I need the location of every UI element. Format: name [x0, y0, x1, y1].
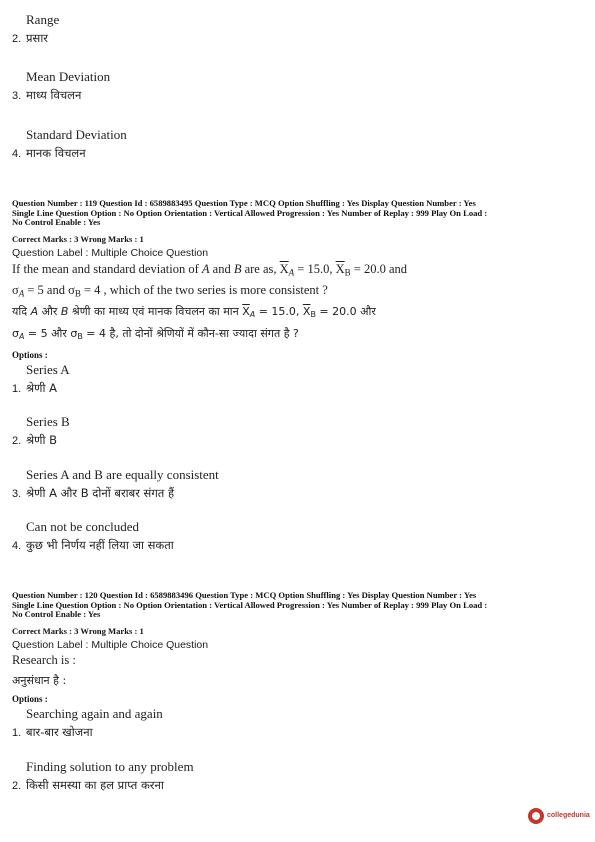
question-120-text-hi: अनुसंधान है : [12, 674, 67, 687]
option-text-hi: कुछ भी निर्णय नहीं लिया जा सकता [26, 538, 174, 552]
question-119-text-en-line2: $\sigma_A = 5$ and $\sigma_B = 4$ , which of the two series is more consistent ? [12, 283, 328, 299]
option-text-hi: श्रेणी B [26, 433, 57, 447]
question-120-text-en: Research is : [12, 653, 76, 667]
prev-option-4 [12, 127, 127, 161]
question-119-text-en-line1: If the mean and standard deviation of A and B are as, $\overline{X}_A = 15.0$, $\overline{X}_B = 20.0$ and [12, 262, 408, 278]
question-120-options-label: Options : [12, 694, 48, 704]
option-text-hi: माध्य विचलन [26, 88, 82, 102]
option-text-hi: बार-बार खोजना [26, 725, 93, 739]
collegedunia-watermark [528, 808, 590, 824]
watermark-text: collegedunia [547, 812, 590, 819]
option-number: 3. [12, 90, 22, 102]
question-119-option-4[interactable] [12, 519, 174, 553]
option-number: 2. [12, 780, 22, 792]
option-number: 3. [12, 488, 22, 500]
meta-line: No Control Enable : Yes [12, 217, 101, 228]
option-number: 4. [12, 148, 22, 160]
option-text-en: Mean Deviation [26, 69, 111, 84]
option-number: 4. [12, 540, 22, 552]
question-119-options-label: Options : [12, 350, 48, 360]
option-text-en: Can not be concluded [26, 519, 139, 534]
question-119-option-1[interactable] [12, 362, 70, 396]
option-text-hi: मानक विचलन [26, 146, 86, 160]
meta-line: Single Line Question Option : No Option Orientation : Vertical Allowed Progression : Yes Number of Replay : 999 Play On Load : [12, 207, 488, 218]
option-text-hi: श्रेणी A और B दोनों बराबर संगत हैं [26, 486, 175, 500]
option-text-en: Series A and B are equally consistent [26, 467, 219, 482]
question-120-option-2[interactable] [12, 759, 194, 793]
question-119-label: Question Label : Multiple Choice Question [12, 247, 209, 259]
meta-line: Question Number : 120 Question Id : 6589883496 Question Type : MCQ Option Shuffling : Yes Display Question Number : Yes [12, 590, 477, 600]
meta-line: Single Line Question Option : No Option Orientation : Vertical Allowed Progression : Yes Number of Replay : 999 Play On Load : [12, 599, 488, 610]
option-number: 1. [12, 727, 22, 739]
question-120-meta [12, 591, 592, 620]
option-number: 2. [12, 435, 22, 447]
option-text-hi: किसी समस्या का हल प्राप्त करना [26, 778, 164, 792]
option-text-en: Series A [26, 362, 70, 377]
option-text-en: Finding solution to any problem [26, 759, 194, 774]
option-number: 1. [12, 383, 22, 395]
meta-line: No Control Enable : Yes [12, 609, 101, 620]
option-text-en: Range [26, 12, 60, 27]
question-119-text-hi-line2: $\sigma_A = 5$ और $\sigma_B = 4$ है, तो दोनों श्रेणियों में कौन-सा ज्यादा संगत है ? [12, 327, 299, 341]
option-text-en: Series B [26, 414, 70, 429]
question-120-marks: Correct Marks : 3 Wrong Marks : 1 [12, 626, 144, 636]
question-120-option-1[interactable] [12, 706, 163, 740]
option-text-hi: प्रसार [26, 31, 48, 45]
prev-option-2 [12, 12, 59, 46]
prev-option-3 [12, 69, 110, 103]
question-119-text-hi-line1: यदि A और B श्रेणी का माध्य एवं मानक विचलन का मान $\overline{X}_A = 15.0$, $\overline{X}_B = 20.0$ और [12, 305, 376, 319]
question-119-option-3[interactable] [12, 467, 219, 501]
question-120-label: Question Label : Multiple Choice Question [12, 639, 209, 651]
option-text-en: Standard Deviation [26, 127, 127, 142]
option-text-en: Searching again and again [26, 706, 163, 721]
meta-line: Question Number : 119 Question Id : 6589883495 Question Type : MCQ Option Shuffling : Yes Display Question Number : Yes [12, 198, 476, 208]
question-119-meta [12, 199, 592, 228]
question-119-option-2[interactable] [12, 414, 70, 448]
collegedunia-logo-icon [528, 808, 544, 824]
option-number: 2. [12, 33, 22, 45]
option-text-hi: श्रेणी A [26, 381, 57, 395]
question-119-marks: Correct Marks : 3 Wrong Marks : 1 [12, 234, 144, 244]
